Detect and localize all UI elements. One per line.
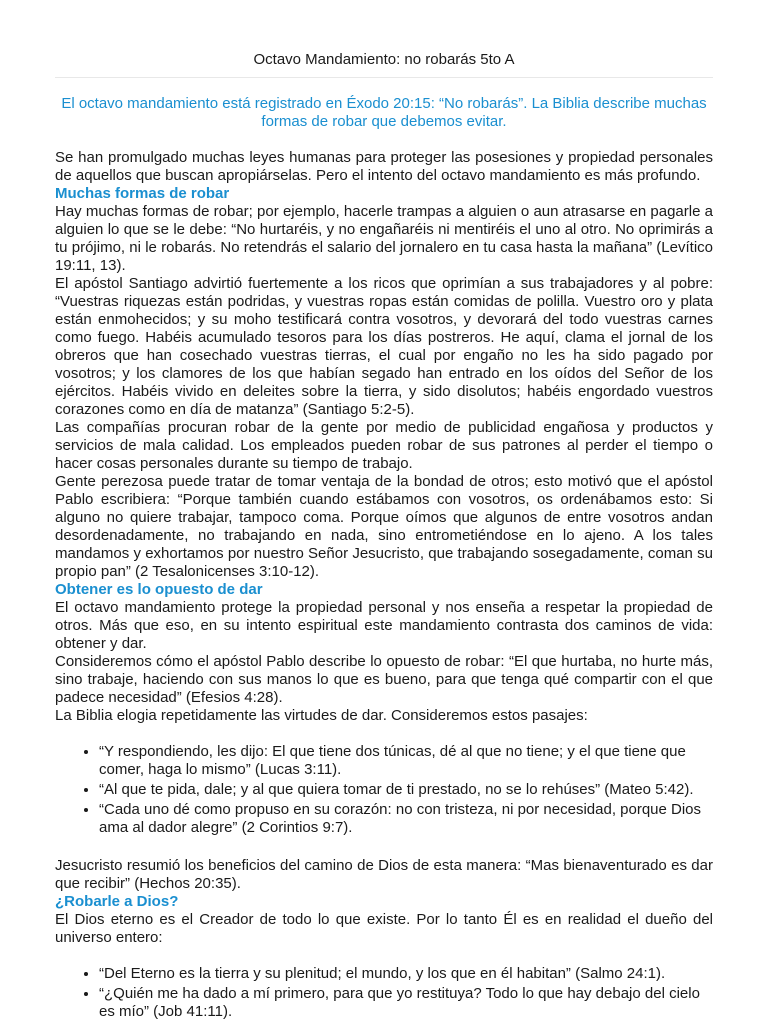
document-page: [55, 0, 713, 1023]
title-divider: [55, 77, 713, 78]
list-item: • “Y respondiendo, les dijo: El que tiene dos túnicas, dé al que no tiene; y el que tiene que comer, haga lo mismo” (Lucas 3:11).: [99, 743, 713, 779]
paragraph: Hay muchas formas de robar; por ejemplo, hacerle trampas a alguien o aun atrasarse en pagarle a alguien lo que se le debe: “No hurtaréis, y no engañaréis ni mentiréis el uno al otro. No oprimirás a tu prójimo, ni le robarás. No retendrás el salario del jornalero en tu casa hasta la mañana” (Levítico 19:11, 13).: [55, 203, 713, 274]
section-heading: Muchas formas de robar: [55, 185, 230, 202]
paragraph: Consideremos cómo el apóstol Pablo describe lo opuesto de robar: “El que hurtaba, no hurte más, sino trabaje, haciendo con sus manos lo que es bueno, para que tenga qué compartir con el que padece necesidad” (Efesios 4:28).: [55, 653, 713, 706]
paragraph: Las compañías procuran robar de la gente por medio de publicidad engañosa y productos y servicios de mala calidad. Los empleados pueden robar de sus patrones al perder el tiempo o hacer cosas personales durante su tiempo de trabajo.: [55, 419, 713, 472]
intro-paragraph: El octavo mandamiento está registrado en Éxodo 20:15: “No robarás”. La Biblia describe muchas formas de robar que debemos evitar.: [61, 95, 707, 130]
paragraph: La Biblia elogia repetidamente las virtudes de dar. Consideremos estos pasajes:: [55, 707, 588, 724]
document-title: Octavo Mandamiento: no robarás 5to A: [253, 51, 515, 68]
paragraph: El octavo mandamiento protege la propiedad personal y nos enseña a respetar la propiedad de otros. Más que eso, en su intento espiritual este mandamiento contrasta dos caminos de vida: obtener y dar.: [55, 599, 713, 652]
verse-list: [55, 965, 713, 1021]
paragraph: El Dios eterno es el Creador de todo lo que existe. Por lo tanto Él es en realidad el dueño del universo entero:: [55, 911, 713, 946]
paragraph: Se han promulgado muchas leyes humanas para proteger las posesiones y propiedad personales de aquellos que buscan apropiárselas. Pero el intento del octavo mandamiento es más profundo.: [55, 149, 713, 184]
verse-list: [55, 743, 713, 837]
section-heading: ¿Robarle a Dios?: [55, 893, 179, 910]
paragraph: Jesucristo resumió los beneficios del camino de Dios de esta manera: “Mas bienaventurado es dar que recibir” (Hechos 20:35).: [55, 857, 713, 892]
paragraph: El apóstol Santiago advirtió fuertemente a los ricos que oprimían a sus trabajadores y al pobre: “Vuestras riquezas están podridas, y vuestras ropas están comidas de polilla. Vuestro oro y plata están enmohecidos; y su moho testificará contra vosotros, y devorará del todo vuestras carnes como fuego. Habéis acumulado tesoros para los días postreros. He aquí, clama el jornal de los obreros que han cosechado vuestras tierras, el cual por engaño no les ha sido pagado por vosotros; y los clamores de los que habían segado han entrado en los oídos del Señor de los ejércitos. Habéis vivido en deleites sobre la tierra, y sido disolutos; habéis engordado vuestros corazones como en día de matanza” (Santiago 5:2-5).: [55, 275, 713, 418]
list-item: • “Del Eterno es la tierra y su plenitud; el mundo, y los que en él habitan” (Salmo 24:1).: [99, 965, 713, 983]
section-heading: Obtener es lo opuesto de dar: [55, 581, 263, 598]
list-item: • “Al que te pida, dale; y al que quiera tomar de ti prestado, no se lo rehúses” (Mateo 5:42).: [99, 781, 713, 799]
document-body: [55, 149, 713, 1021]
paragraph: Gente perezosa puede tratar de tomar ventaja de la bondad de otros; esto motivó que el apóstol Pablo escribiera: “Porque también cuando estábamos con vosotros, os ordenábamos esto: Si alguno no quiere trabajar, tampoco coma. Porque oímos que algunos de entre vosotros andan desordenadamente, no trabajando en nada, sino entrometiéndose en lo ajeno. A los tales mandamos y exhortamos por nuestro Señor Jesucristo, que trabajando sosegadamente, coman su propio pan” (2 Tesalonicenses 3:10-12).: [55, 473, 713, 580]
list-item: • “¿Quién me ha dado a mí primero, para que yo restituya? Todo lo que hay debajo del cielo es mío” (Job 41:11).: [99, 985, 713, 1021]
list-item: • “Cada uno dé como propuso en su corazón: no con tristeza, ni por necesidad, porque Dios ama al dador alegre” (2 Corintios 9:7).: [99, 801, 713, 837]
